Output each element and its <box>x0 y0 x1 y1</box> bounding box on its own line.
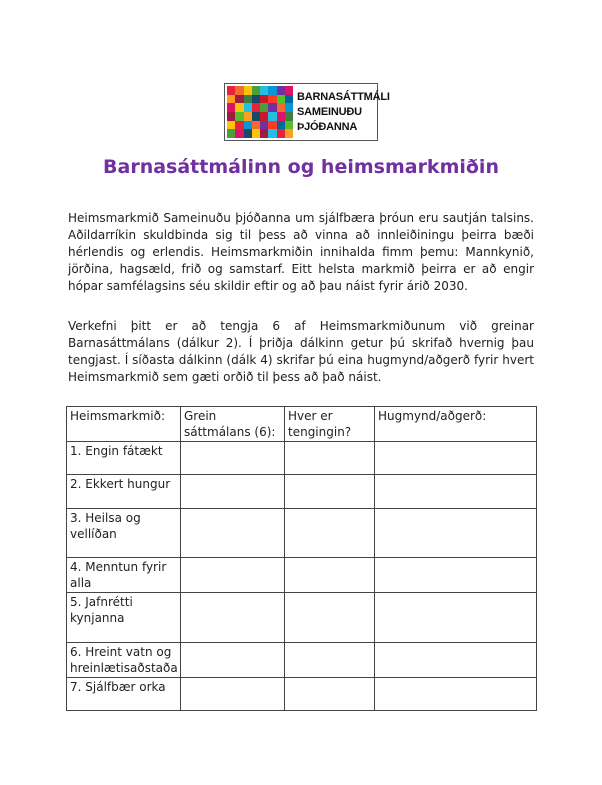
logo-color-tile <box>252 95 260 104</box>
logo-color-tile <box>260 121 268 130</box>
logo-color-tile <box>260 112 268 121</box>
logo-color-tile <box>227 103 235 112</box>
logo-color-tile <box>252 121 260 130</box>
logo-color-tile <box>244 103 252 112</box>
logo-color-tile <box>268 112 276 121</box>
table-row <box>67 475 537 509</box>
logo-line-2: SAMEINUÐU <box>297 105 362 118</box>
logo-color-tile <box>244 86 252 95</box>
goal-cell: 1. Engin fátækt <box>67 442 181 475</box>
logo-line-3: ÞJÓÐANNA <box>297 120 358 133</box>
logo-color-tile <box>285 129 293 138</box>
logo-text <box>297 90 390 135</box>
goal-cell: 2. Ekkert hungur <box>67 475 181 509</box>
table-row <box>67 442 537 475</box>
goal-cell: 7. Sjálfbær orka <box>67 678 181 711</box>
article-cell[interactable] <box>181 643 285 678</box>
logo-color-tile <box>260 103 268 112</box>
connection-cell[interactable] <box>285 643 375 678</box>
logo-color-tile <box>227 86 235 95</box>
header-idea: Hugmynd/aðgerð: <box>375 407 537 442</box>
logo-color-tile <box>285 121 293 130</box>
logo-color-tile <box>235 112 243 121</box>
idea-cell[interactable] <box>375 509 537 558</box>
table-row <box>67 593 537 643</box>
logo-color-tile <box>277 95 285 104</box>
logo-color-tile <box>235 103 243 112</box>
header-connection: Hver er tengingin? <box>285 407 375 442</box>
logo-color-tile <box>235 86 243 95</box>
goal-cell: 3. Heilsa og vellíðan <box>67 509 181 558</box>
intro-paragraph: Heimsmarkmið Sameinuðu þjóðanna um sjálfbæra þróun eru sautján talsins. Aðildarríkin skuldbinda sig til þess að vinna að innleiðiningu þeirra bæði hérlendis og erlendis. Heimsmarkmiðin innihalda fimm þemu: Mannkynið, jörðina, hagsæld, frið og samstarf. Eitt helsta markmið þeirra er að engir hópar samfélagsins séu skildir eftir og að þau náist fyrir árið 2030. <box>68 211 534 293</box>
article-cell[interactable] <box>181 558 285 593</box>
article-cell[interactable] <box>181 475 285 509</box>
idea-cell[interactable] <box>375 678 537 711</box>
logo-color-tile <box>227 121 235 130</box>
logo-color-tile <box>252 112 260 121</box>
logo-color-tile <box>227 129 235 138</box>
goal-cell: 4. Menntun fyrir alla <box>67 558 181 593</box>
logo-color-tile <box>235 95 243 104</box>
logo-color-tile <box>285 112 293 121</box>
article-cell[interactable] <box>181 593 285 643</box>
logo-color-tile <box>268 86 276 95</box>
logo-color-tile <box>244 112 252 121</box>
goals-worksheet-table <box>66 406 537 711</box>
connection-cell[interactable] <box>285 509 375 558</box>
logo-color-tile <box>277 103 285 112</box>
logo-color-tile <box>235 129 243 138</box>
logo-color-tile <box>235 121 243 130</box>
logo-color-tile <box>285 103 293 112</box>
table-row <box>67 558 537 593</box>
crc-logo <box>224 83 390 141</box>
idea-cell[interactable] <box>375 593 537 643</box>
idea-cell[interactable] <box>375 475 537 509</box>
logo-color-tile <box>268 129 276 138</box>
table-row <box>67 678 537 711</box>
idea-cell[interactable] <box>375 643 537 678</box>
idea-cell[interactable] <box>375 442 537 475</box>
logo-color-tile <box>244 95 252 104</box>
logo-color-tile <box>285 95 293 104</box>
logo-color-tile <box>277 112 285 121</box>
logo-color-tile <box>285 86 293 95</box>
connection-cell[interactable] <box>285 678 375 711</box>
task-paragraph: Verkefni þitt er að tengja 6 af Heimsmarkmiðunum við greinar Barnasáttmálans (dálkur 2). Í þriðja dálkinn getur þú skrifað hvernig þau tengjast. Í síðasta dálkinn (dálk 4) skrifar þú eina hugmynd/aðgerð fyrir hvert Heimsmarkmið sem gæti orðið til þess að það náist. <box>68 319 534 384</box>
page-title: Barnasáttmálinn og heimsmarkmiðin <box>103 156 499 178</box>
connection-cell[interactable] <box>285 593 375 643</box>
logo-color-tile <box>277 129 285 138</box>
article-cell[interactable] <box>181 442 285 475</box>
logo-color-tile <box>227 95 235 104</box>
table-row <box>67 509 537 558</box>
logo-color-grid <box>227 86 293 138</box>
article-cell[interactable] <box>181 509 285 558</box>
logo-line-1: BARNASÁTTMÁLI <box>297 90 390 103</box>
table-row <box>67 643 537 678</box>
logo-color-tile <box>260 95 268 104</box>
logo-color-tile <box>252 129 260 138</box>
table-header-row <box>67 407 537 442</box>
logo-color-tile <box>227 112 235 121</box>
article-cell[interactable] <box>181 678 285 711</box>
logo-color-tile <box>268 95 276 104</box>
logo-color-tile <box>252 86 260 95</box>
logo-color-tile <box>268 121 276 130</box>
idea-cell[interactable] <box>375 558 537 593</box>
goal-cell: 5. Jafnrétti kynjanna <box>67 593 181 643</box>
connection-cell[interactable] <box>285 558 375 593</box>
connection-cell[interactable] <box>285 475 375 509</box>
logo-color-tile <box>260 129 268 138</box>
logo-color-tile <box>277 86 285 95</box>
logo-color-tile <box>277 121 285 130</box>
logo-color-tile <box>244 129 252 138</box>
logo-color-tile <box>244 121 252 130</box>
header-article: Grein sáttmálans (6): <box>181 407 285 442</box>
logo-color-tile <box>260 86 268 95</box>
connection-cell[interactable] <box>285 442 375 475</box>
logo-color-tile <box>252 103 260 112</box>
goal-cell: 6. Hreint vatn og hreinlætisaðstaða <box>67 643 181 678</box>
header-goal: Heimsmarkmið: <box>67 407 181 442</box>
logo-color-tile <box>268 103 276 112</box>
